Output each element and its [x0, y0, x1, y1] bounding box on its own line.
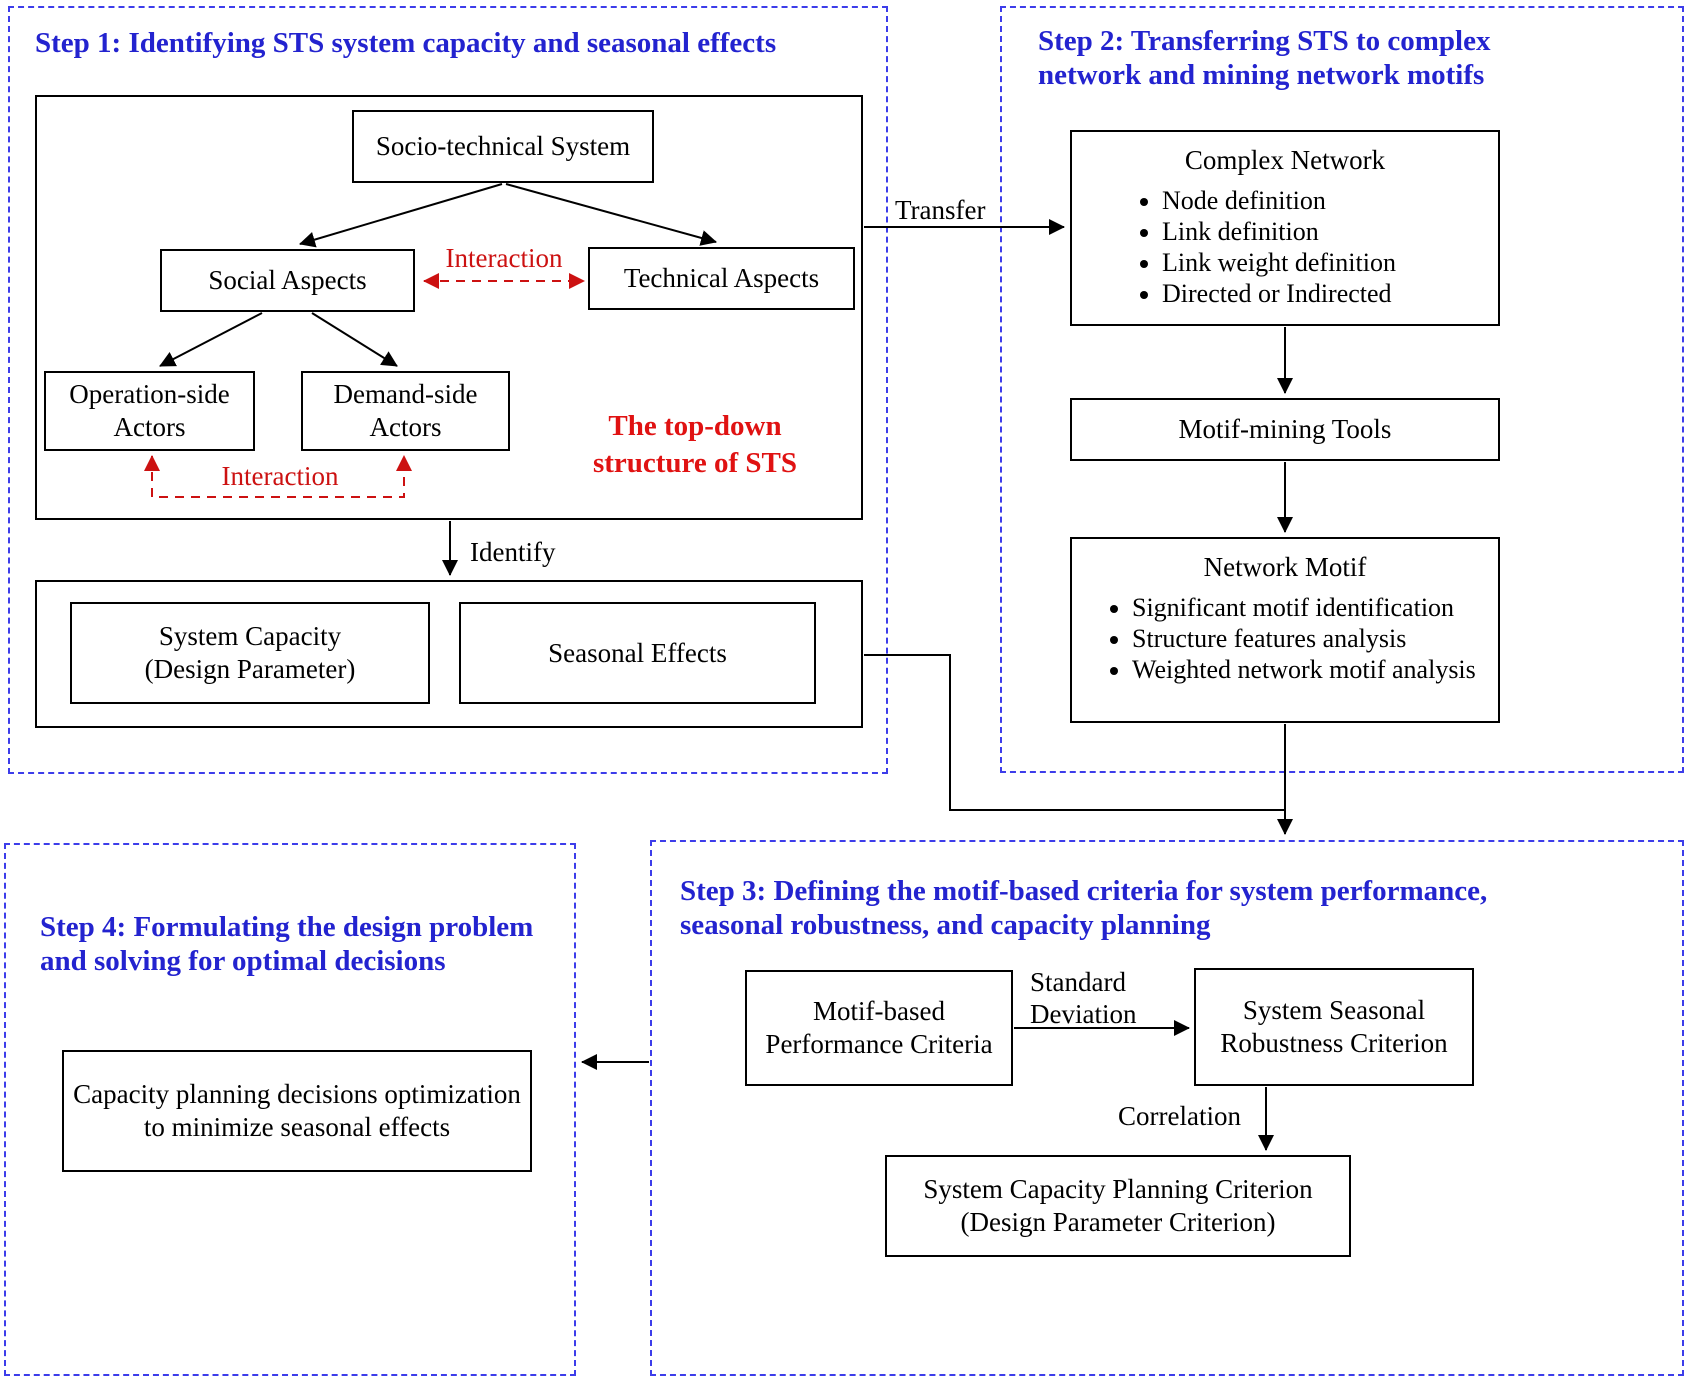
- complex-network-bullet: • Link weight definition: [1162, 247, 1498, 278]
- std-dev-line1: Standard: [1030, 967, 1126, 997]
- motif-criteria-line1: Motif-based: [813, 996, 945, 1026]
- identify-label: [470, 536, 555, 568]
- technical-aspects-label: Technical Aspects: [623, 263, 820, 293]
- complex-network-bullet: • Directed or Indirected: [1162, 278, 1498, 309]
- capacity-criterion-line1: System Capacity Planning Criterion: [923, 1174, 1313, 1204]
- complex-network-bullet-list: [1072, 185, 1498, 309]
- network-motif-bullet: • Significant motif identification: [1132, 592, 1498, 623]
- socio-technical-system-label: Socio-technical System: [375, 131, 631, 161]
- network-motif-bullet: • Structure features analysis: [1132, 623, 1498, 654]
- seasonal-effects-label: Seasonal Effects: [548, 637, 727, 668]
- operation-side-actors-box: [44, 371, 255, 451]
- system-capacity-box: [70, 602, 430, 704]
- demand-line1: Demand-side: [333, 379, 478, 409]
- topdown-structure-caption: [580, 408, 810, 482]
- operation-line2: Actors: [113, 412, 186, 442]
- complex-network-bullet: • Node definition: [1162, 185, 1498, 216]
- transfer-label: [895, 194, 986, 226]
- transfer-text: Transfer: [895, 195, 986, 225]
- interaction-bottom-label: [185, 460, 375, 492]
- social-aspects-label: Social Aspects: [208, 265, 367, 295]
- system-capacity-line2: (Design Parameter): [144, 654, 356, 684]
- motif-criteria-line2: Performance Criteria: [765, 1029, 993, 1059]
- step3-title: [680, 874, 1487, 942]
- motif-mining-tools-box: [1070, 398, 1500, 461]
- demand-line2: Actors: [369, 412, 442, 442]
- interaction-top-label: [420, 242, 588, 274]
- complex-network-title: Complex Network: [1184, 145, 1386, 175]
- optimization-box: [62, 1050, 532, 1172]
- step1-title: Step 1: Identifying STS system capacity and seasonal effects: [35, 27, 777, 59]
- operation-line1: Operation-side: [69, 379, 230, 409]
- seasonal-robustness-criterion-box: [1194, 968, 1474, 1086]
- social-aspects-box: [160, 249, 415, 312]
- step4-title-line2: and solving for optimal decisions: [40, 945, 446, 977]
- network-motif-title: Network Motif: [1203, 552, 1367, 582]
- topdown-caption-line2: structure of STS: [592, 447, 798, 479]
- network-motif-box: [1070, 537, 1500, 723]
- technical-aspects-box: [588, 247, 855, 310]
- network-motif-bullet: • Weighted network motif analysis: [1132, 654, 1498, 685]
- step3-title-line1: Step 3: Defining the motif-based criteria for system performance,: [680, 875, 1488, 907]
- robustness-line2: Robustness Criterion: [1220, 1028, 1448, 1058]
- correlation-text: Correlation: [1118, 1101, 1241, 1131]
- capacity-planning-criterion-box: [885, 1155, 1351, 1257]
- optimization-line2: to minimize seasonal effects: [143, 1112, 451, 1142]
- motif-performance-criteria-box: [745, 970, 1013, 1086]
- standard-deviation-label: [1030, 966, 1180, 1030]
- complex-network-box: [1070, 130, 1500, 326]
- capacity-criterion-line2: (Design Parameter Criterion): [960, 1207, 1276, 1237]
- seasonal-effects-box: [459, 602, 816, 704]
- step2-title-line1: Step 2: Transferring STS to complex: [1038, 25, 1491, 57]
- interaction-bottom-text: Interaction: [221, 461, 339, 491]
- step3-title-line2: seasonal robustness, and capacity planning: [680, 909, 1211, 941]
- std-dev-line2: Deviation: [1030, 999, 1137, 1029]
- step4-title-line1: Step 4: Formulating the design problem: [40, 911, 534, 943]
- system-capacity-line1: System Capacity: [158, 621, 342, 651]
- step2-title: [1038, 24, 1490, 92]
- socio-technical-system-box: [352, 110, 654, 183]
- robustness-line1: System Seasonal: [1242, 995, 1426, 1025]
- interaction-top-text: Interaction: [445, 243, 563, 273]
- correlation-label: [1118, 1100, 1241, 1132]
- step2-title-line2: network and mining network motifs: [1038, 59, 1485, 91]
- demand-side-actors-box: [301, 371, 510, 451]
- step4-title: [40, 910, 533, 978]
- optimization-line1: Capacity planning decisions optimization: [73, 1079, 521, 1109]
- topdown-caption-line1: The top-down: [608, 410, 782, 442]
- identify-text: Identify: [470, 537, 556, 567]
- network-motif-bullet-list: [1072, 592, 1498, 685]
- motif-mining-tools-label: Motif-mining Tools: [1178, 414, 1392, 444]
- complex-network-bullet: • Link definition: [1162, 216, 1498, 247]
